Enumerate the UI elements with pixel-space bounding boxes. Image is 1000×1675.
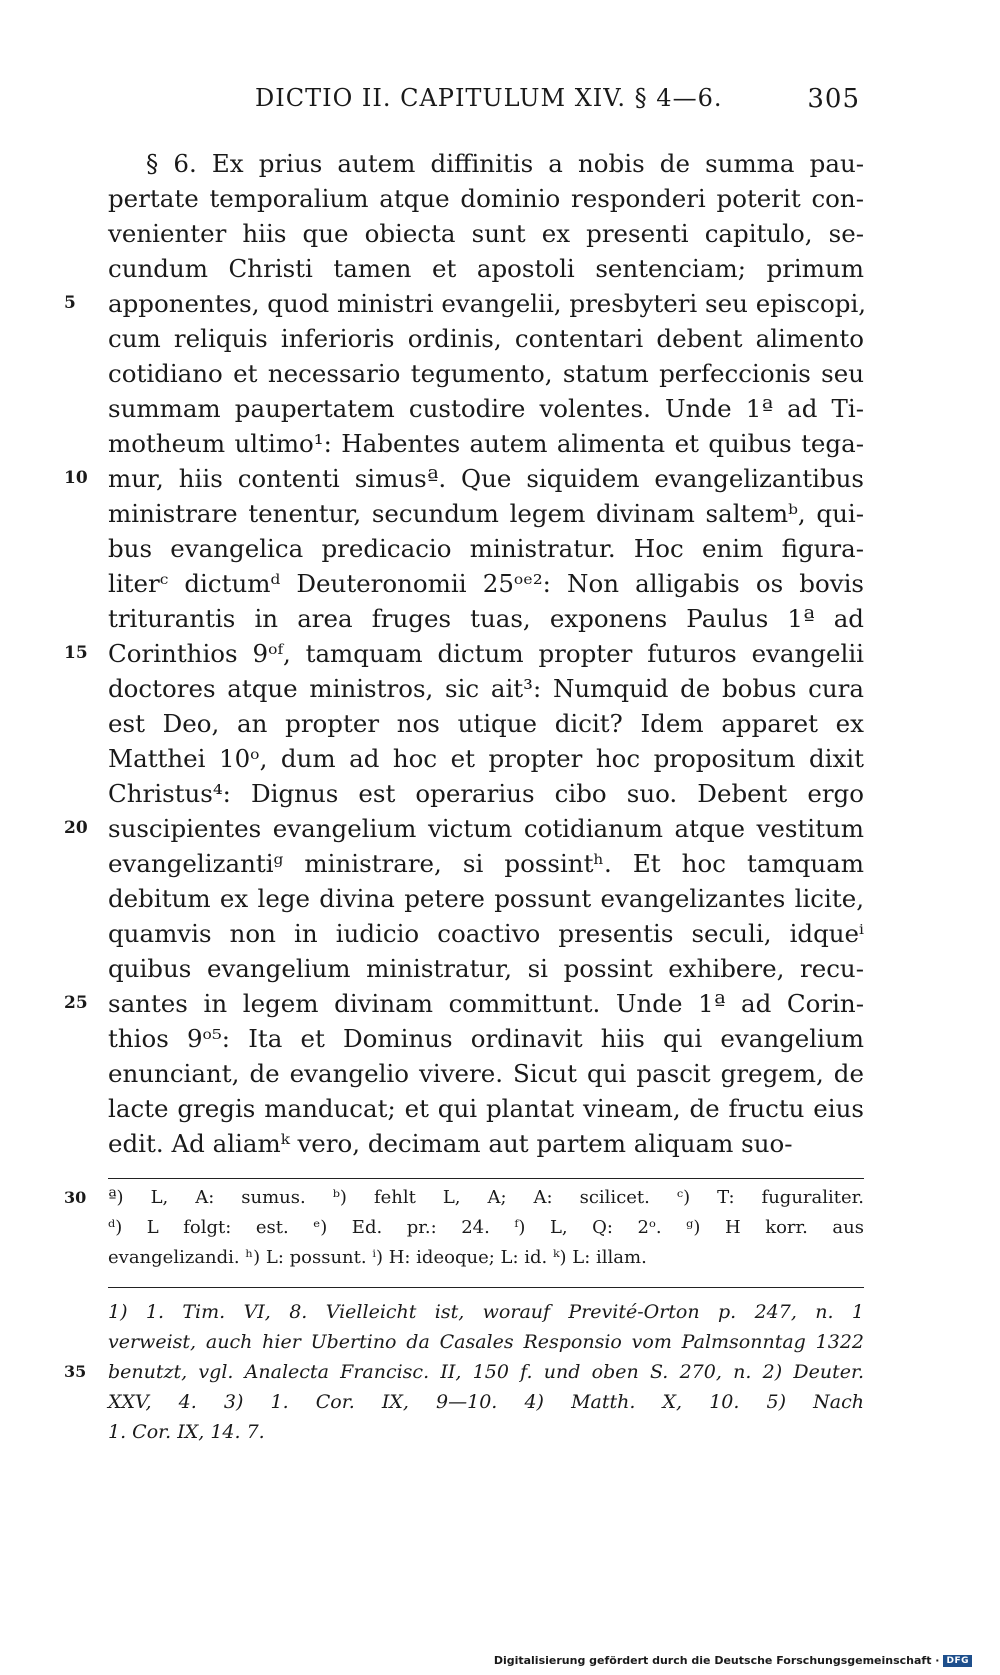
running-header bbox=[255, 84, 860, 112]
line-text: summam paupertatem custodire volentes. Unde 1ª ad Ti- bbox=[108, 394, 864, 423]
line-text: mur, hiis contenti simusª. Que siquidem evangelizantibus bbox=[108, 464, 864, 493]
line-text: benutzt, vgl. Analecta Francisc. II, 150 f. und oben S. 270, n. 2) Deuter. bbox=[108, 1361, 864, 1383]
running-title: DICTIO II. CAPITULUM XIV. § 4—6. bbox=[255, 84, 723, 112]
line-text: § 6. Ex prius autem diffinitis a nobis de summa pau- bbox=[146, 149, 864, 178]
line-text: Matthei 10ᵒ, dum ad hoc et propter hoc propositum dixit bbox=[108, 744, 864, 773]
note-line bbox=[64, 1357, 864, 1387]
apparatus-line bbox=[64, 1183, 864, 1213]
apparatus-divider bbox=[108, 1178, 864, 1179]
line-text: quamvis non in iudicio coactivo presentis seculi, idqueⁱ bbox=[108, 919, 864, 948]
source-notes bbox=[64, 1297, 864, 1447]
note-line bbox=[108, 1387, 864, 1417]
dfg-logo: DFG bbox=[943, 1655, 972, 1667]
notes-divider bbox=[108, 1287, 864, 1288]
line-text: santes in legem divinam committunt. Unde 1ª ad Corin- bbox=[108, 989, 864, 1018]
line-text: thios 9ᵒ⁵: Ita et Dominus ordinavit hiis qui evangelium bbox=[108, 1024, 864, 1053]
note-line bbox=[108, 1417, 864, 1447]
line-text: est Deo, an propter nos utique dicit? Idem apparet ex bbox=[108, 709, 864, 738]
line-text: ᵈ) L folgt: est. ᵉ) Ed. pr.: 24. ᶠ) L, Q: 2ᵒ. ᵍ) H korr. aus bbox=[108, 1217, 864, 1238]
text-line bbox=[108, 1126, 864, 1161]
text-line bbox=[108, 426, 864, 461]
text-line bbox=[108, 531, 864, 566]
line-text: evangelizandi. ʰ) L: possunt. ⁱ) H: ideoque; L: id. ᵏ) L: illam. bbox=[108, 1247, 647, 1268]
apparatus-line bbox=[108, 1243, 864, 1273]
digitization-credit bbox=[494, 1654, 972, 1667]
text-line bbox=[108, 741, 864, 776]
line-text: cotidiano et necessario tegumento, statum perfeccionis seu bbox=[108, 359, 864, 388]
note-line bbox=[108, 1297, 864, 1327]
line-text: Christus⁴: Dignus est operarius cibo suo. Debent ergo bbox=[108, 779, 864, 808]
line-text: lacte gregis manducat; et qui plantat vineam, de fructu eius bbox=[108, 1094, 864, 1123]
text-line bbox=[108, 951, 864, 986]
note-line bbox=[108, 1327, 864, 1357]
text-line bbox=[108, 776, 864, 811]
line-text: Corinthios 9ᵒᶠ, tamquam dictum propter futuros evangelii bbox=[108, 639, 864, 668]
line-text: venienter hiis que obiecta sunt ex presenti capitulo, se- bbox=[108, 219, 864, 248]
text-line bbox=[64, 811, 864, 846]
line-text: cundum Christi tamen et apostoli sentenciam; primum bbox=[108, 254, 864, 283]
line-text: triturantis in area fruges tuas, exponens Paulus 1ª ad bbox=[108, 604, 864, 633]
line-text: cum reliquis inferioris ordinis, contentari debent alimento bbox=[108, 324, 864, 353]
text-line bbox=[108, 706, 864, 741]
text-line bbox=[108, 251, 864, 286]
text-line bbox=[108, 601, 864, 636]
line-number: 5 bbox=[64, 293, 76, 313]
line-text: pertate temporalium atque dominio responderi poterit con- bbox=[108, 184, 864, 213]
text-line bbox=[108, 391, 864, 426]
text-line bbox=[108, 181, 864, 216]
text-line bbox=[108, 146, 864, 181]
line-text: quibus evangelium ministratur, si possint exhibere, recu- bbox=[108, 954, 864, 983]
credit-text: Digitalisierung gefördert durch die Deutsche Forschungsgemeinschaft · bbox=[493, 1654, 940, 1667]
line-text: motheum ultimo¹: Habentes autem alimenta et quibus tega- bbox=[108, 429, 864, 458]
text-line bbox=[108, 881, 864, 916]
page-number: 305 bbox=[807, 84, 860, 114]
text-line bbox=[108, 321, 864, 356]
line-text: bus evangelica predicacio ministratur. Hoc enim figura- bbox=[108, 534, 864, 563]
text-line bbox=[108, 1021, 864, 1056]
line-text: enunciant, de evangelio vivere. Sicut qui pascit gregem, de bbox=[108, 1059, 864, 1088]
critical-apparatus bbox=[64, 1183, 864, 1273]
line-text: XXV, 4. 3) 1. Cor. IX, 9—10. 4) Matth. X, 10. 5) Nach bbox=[108, 1391, 864, 1413]
line-number: 30 bbox=[64, 1188, 87, 1207]
line-text: ª) L, A: sumus. ᵇ) fehlt L, A; A: scilicet. ᶜ) T: fuguraliter. bbox=[108, 1187, 864, 1208]
text-line bbox=[64, 986, 864, 1021]
text-line bbox=[108, 1091, 864, 1126]
text-line bbox=[64, 461, 864, 496]
line-number: 25 bbox=[64, 993, 88, 1013]
line-text: edit. Ad aliamᵏ vero, decimam aut partem aliquam suo- bbox=[108, 1129, 793, 1158]
line-text: evangelizantiᵍ ministrare, si possintʰ. Et hoc tamquam bbox=[108, 849, 864, 878]
line-text: ministrare tenentur, secundum legem divinam saltemᵇ, qui- bbox=[108, 499, 864, 528]
line-text: doctores atque ministros, sic ait³: Numquid de bobus cura bbox=[108, 674, 864, 703]
line-number: 10 bbox=[64, 468, 88, 488]
main-text bbox=[64, 146, 867, 1161]
line-text: suscipientes evangelium victum cotidianum atque vestitum bbox=[108, 814, 864, 843]
text-line bbox=[108, 1056, 864, 1091]
text-line bbox=[108, 496, 864, 531]
apparatus-line bbox=[108, 1213, 864, 1243]
text-line bbox=[108, 216, 864, 251]
line-number: 35 bbox=[64, 1362, 87, 1381]
line-text: verweist, auch hier Ubertino da Casales Responsio vom Palmsonntag 1322 bbox=[108, 1331, 864, 1353]
text-line bbox=[64, 636, 864, 671]
line-number: 20 bbox=[64, 818, 88, 838]
text-line bbox=[108, 356, 864, 391]
text-line bbox=[108, 916, 864, 951]
text-line bbox=[64, 286, 867, 321]
text-line bbox=[108, 846, 864, 881]
line-text: apponentes, quod ministri evangelii, presbyteri seu episcopi, bbox=[108, 289, 867, 318]
line-number: 15 bbox=[64, 643, 88, 663]
text-line bbox=[108, 566, 864, 601]
line-text: debitum ex lege divina petere possunt evangelizantes licite, bbox=[108, 884, 864, 913]
line-text: literᶜ dictumᵈ Deuteronomii 25ᵒᵉ²: Non alligabis os bovis bbox=[108, 569, 864, 598]
line-text: 1. Cor. IX, 14. 7. bbox=[108, 1421, 265, 1443]
text-line bbox=[108, 671, 864, 706]
line-text: 1) 1. Tim. VI, 8. Vielleicht ist, worauf Previté-Orton p. 247, n. 1 bbox=[108, 1301, 864, 1323]
